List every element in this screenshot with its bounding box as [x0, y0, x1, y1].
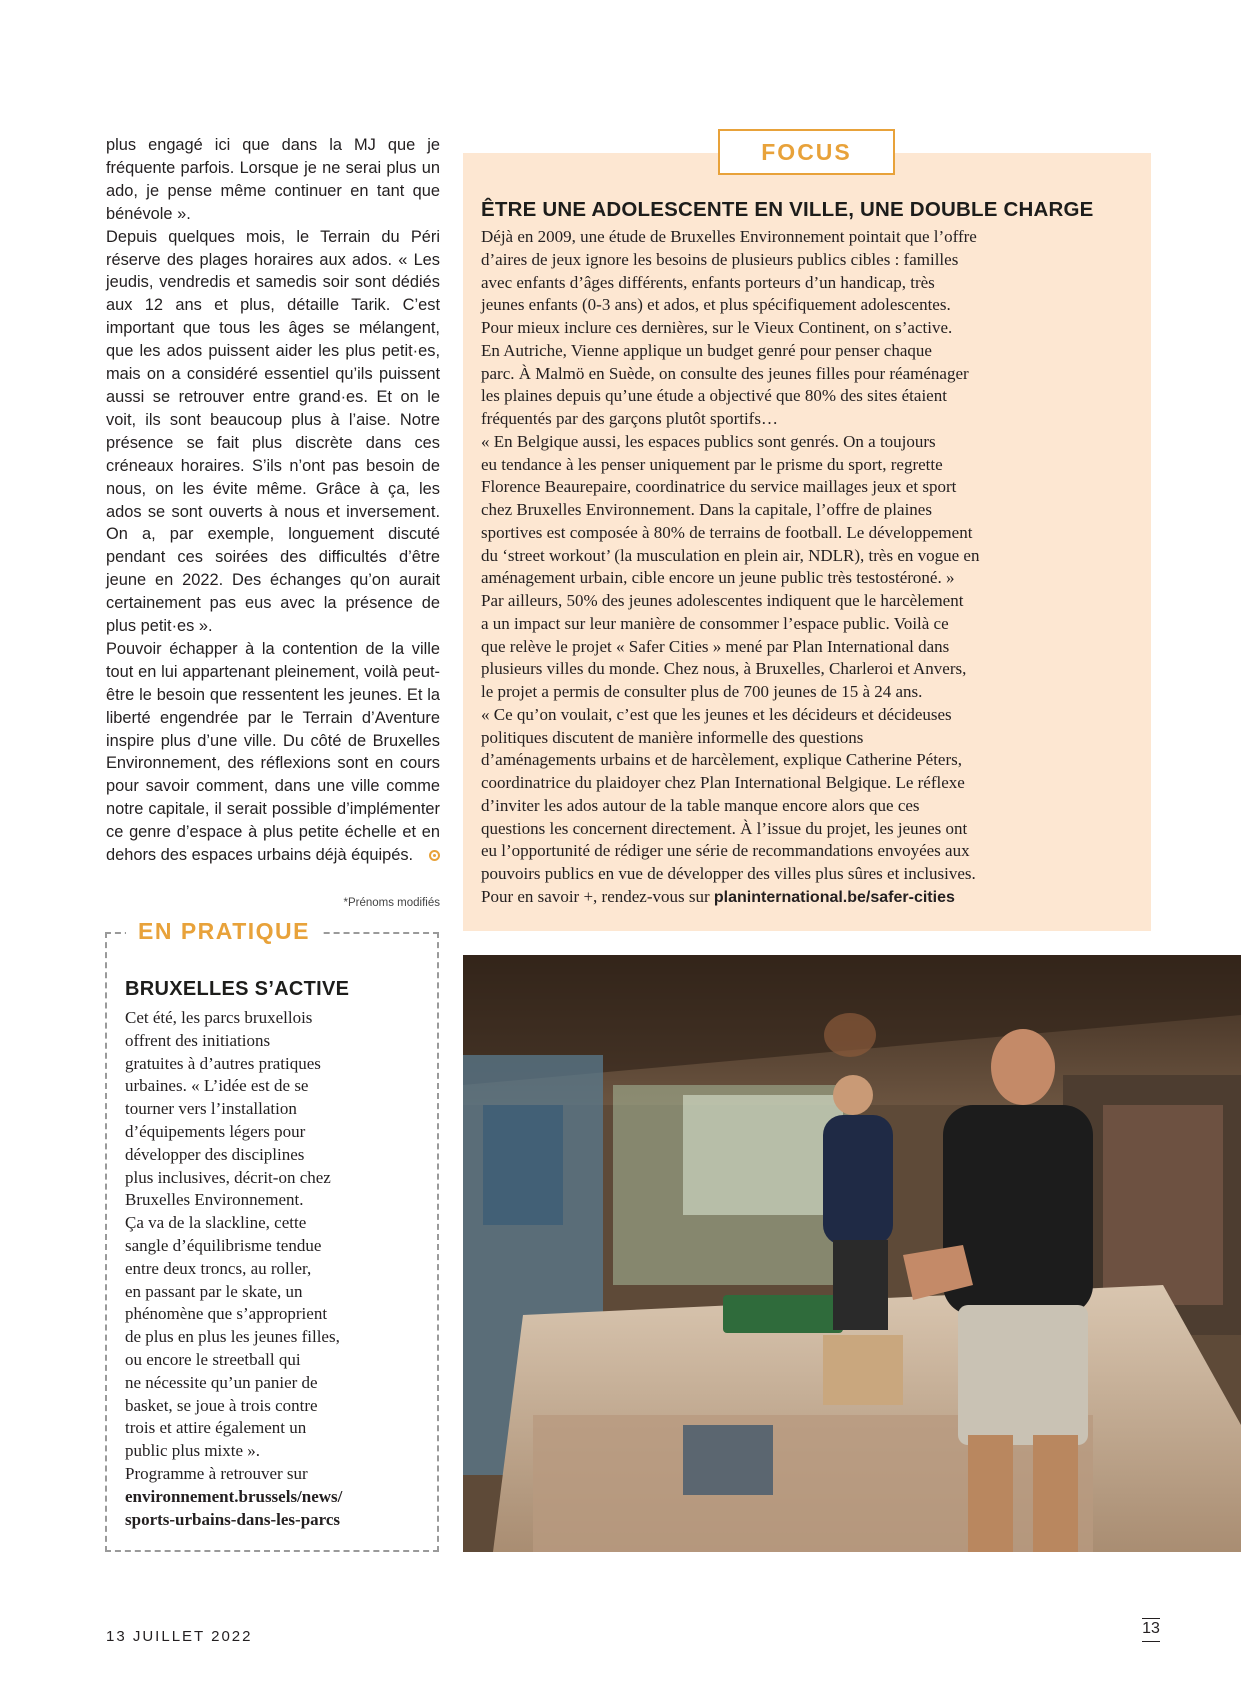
text-line: [481, 886, 1141, 910]
page-number: 13: [1142, 1620, 1160, 1637]
text-line: Bruxelles Environnement.: [125, 1190, 304, 1210]
text-line: Déjà en 2009, une étude de Bruxelles Environnement pointait que l’offre: [481, 227, 977, 246]
text-line: phénomène que s’approprient: [125, 1304, 328, 1324]
text-line: ou encore le streetball qui: [125, 1349, 301, 1369]
text-line: basket, se joue à trois contre: [125, 1395, 318, 1415]
article-body-left: [106, 134, 440, 867]
text-line: coordinatrice du plaidoyer chez Plan International Belgique. Le réflexe: [481, 773, 965, 792]
text-line: Pour mieux inclure ces dernières, sur le Vieux Continent, on s’active.: [481, 318, 953, 337]
issue-date: 13 JUILLET 2022: [106, 1628, 253, 1645]
text-line: entre deux troncs, au roller,: [125, 1258, 312, 1278]
text-line: plus inclusives, décrit-on chez: [125, 1167, 331, 1187]
text-line: public plus mixte ».: [125, 1441, 261, 1461]
text-line: eu tendance à les penser uniquement par le prisme du sport, regrette: [481, 454, 943, 474]
text-line: Par ailleurs, 50% des jeunes adolescentes indiquent que le harcèlement: [481, 591, 964, 610]
text-line: de plus en plus les jeunes filles,: [125, 1327, 340, 1347]
text-line: en passant par le skate, un: [125, 1281, 303, 1301]
text-line: pouvoirs publics en vue de développer des villes plus sûres et inclusives.: [481, 864, 976, 883]
text-line: jeunes enfants (0-3 ans) et ados, et plus spécifiquement adolescentes.: [481, 295, 951, 315]
text-line: sangle d’équilibrisme tendue: [125, 1235, 322, 1255]
text-line: « En Belgique aussi, les espaces publics sont genrés. On a toujours: [481, 431, 936, 451]
text-line: politiques discutent de manière informelle des questions: [481, 727, 864, 747]
paragraph: [106, 638, 440, 867]
workshop-photo: [463, 955, 1241, 1552]
text-line: d’aménagements urbains et de harcèlement, explique Catherine Péters,: [481, 750, 963, 770]
text-line: le projet a permis de consulter plus de 700 jeunes de 15 à 24 ans.: [481, 682, 923, 701]
text-line: chez Bruxelles Environnement. Dans la capitale, l’offre de plaines: [481, 500, 932, 519]
text-line: « Ce qu’on voulait, c’est que les jeunes et les décideurs et décideuses: [481, 704, 952, 724]
text-line: les plaines depuis qu’une étude a objectivé que 80% des sites étaient: [481, 386, 947, 406]
text-line: d’aires de jeux ignore les besoins de plusieurs publics cibles : familles: [481, 249, 959, 269]
text-line: plusieurs villes du monde. Chez nous, à Bruxelles, Charleroi et Anvers,: [481, 659, 967, 679]
paragraph-text: Pouvoir échapper à la contention de la ville tout en lui appartenant pleinement, voilà peut-être le besoin que ressentent les jeunes. Et la liberté engendrée par le Terrain d’Aventure inspire plus d’une ville. Du côté de Bruxelles Environnement, des réflexions sont en cours pour savoir comment, dans une ville comme notre capitale, il serait possible d’implémenter ce genre d’espace à plus petite échelle et en dehors des espaces urbains déjà équipés.: [106, 639, 440, 865]
text-line: Florence Beaurepaire, coordinatrice du service maillages jeux et sport: [481, 477, 957, 497]
text-line: En Autriche, Vienne applique un budget genré pour penser chaque: [481, 340, 932, 360]
text-line: a un impact sur leur manière de consommer l’espace public. Voilà ce: [481, 613, 949, 633]
text-line: d’équipements légers pour: [125, 1121, 306, 1141]
focus-text: [481, 226, 1141, 910]
text-line: tourner vers l’installation: [125, 1099, 297, 1119]
end-of-article-icon: [429, 850, 440, 861]
text-line: offrent des initiations: [125, 1030, 271, 1050]
text-line: que relève le projet « Safer Cities » mené par Plan International dans: [481, 636, 950, 656]
focus-tag: FOCUS: [718, 129, 895, 175]
text-line: parc. À Malmö en Suède, on consulte des jeunes filles pour réaménager: [481, 363, 969, 383]
text-line: ne nécessite qu’un panier de: [125, 1372, 318, 1392]
link-prefix: Pour en savoir +, rendez-vous sur: [481, 886, 714, 906]
en-pratique-title: BRUXELLES S’ACTIVE: [125, 978, 350, 1000]
safer-cities-link[interactable]: planinternational.be/safer-cities: [713, 888, 955, 906]
paragraph: Depuis quelques mois, le Terrain du Péri réserve des plages horaires aux ados. « Les jeudis, vendredis et samedis soir sont dédiés aux 12 ans et plus, détaille Tarik. C’est important que tous les âges se mélangent, que les ados puissent aider les plus petit·es, mais on a considéré essentiel qu’ils puissent aussi se retrouver entre grand·es. Et on le voit, ils sont beaucoup plus à l’aise. Notre présence se fait plus discrète dans ces créneaux horaires. S’ils n’ont pas besoin de nous, on les évite même. Grâce à ça, les ados se sont ouverts à nous et inversement. On a, par exemple, longuement discuté pendant ces soirées des difficultés d’être jeune en 2022. Des échanges qu’on aurait certainement pas eus avec la présence de plus petit·es ».: [106, 227, 440, 636]
text-line: d’inviter les ados autour de la table manque encore alors que ces: [481, 795, 920, 815]
footnote: *Prénoms modifiés: [343, 897, 440, 909]
text-line: Ça va de la slackline, cette: [125, 1213, 307, 1233]
text-line: urbaines. « L’idée est de se: [125, 1076, 309, 1096]
focus-title: ÊTRE UNE ADOLESCENTE EN VILLE, UNE DOUBLE CHARGE: [481, 198, 1094, 221]
paragraph: plus engagé ici que dans la MJ que je fréquente parfois. Lorsque je ne serai plus un ado, je pense même continuer en tant que bénévole ».: [106, 136, 440, 223]
text-line: gratuites à d’autres pratiques: [125, 1053, 321, 1073]
text-line: questions les concernent directement. À l’issue du projet, les jeunes ont: [481, 818, 968, 838]
text-line: sportives est composée à 80% de terrains de football. Le développement: [481, 522, 973, 542]
text-line: Programme à retrouver sur: [125, 1463, 308, 1483]
text-line: Cet été, les parcs bruxellois: [125, 1008, 313, 1027]
text-line: fréquentés par des garçons plutôt sportifs…: [481, 409, 778, 428]
program-link-continued[interactable]: sports-urbains-dans-les-parcs: [125, 1509, 341, 1529]
text-line: eu l’opportunité de rédiger une série de recommandations envoyées aux: [481, 841, 970, 861]
text-line: trois et attire également un: [125, 1418, 307, 1438]
program-link[interactable]: environnement.brussels/news/: [125, 1486, 343, 1506]
text-line: avec enfants d’âges différents, enfants porteurs d’un handicap, très: [481, 272, 935, 292]
workshop-photo-illustration: [463, 955, 1241, 1552]
en-pratique-text: [125, 1007, 425, 1531]
text-line: du ‘street workout’ (la musculation en plein air, NDLR), très en vogue en: [481, 545, 980, 565]
text-line: développer des disciplines: [125, 1144, 305, 1164]
text-line: aménagement urbain, cible encore un jeune public très testostéroné. »: [481, 568, 955, 588]
en-pratique-tag: EN PRATIQUE: [126, 916, 322, 946]
